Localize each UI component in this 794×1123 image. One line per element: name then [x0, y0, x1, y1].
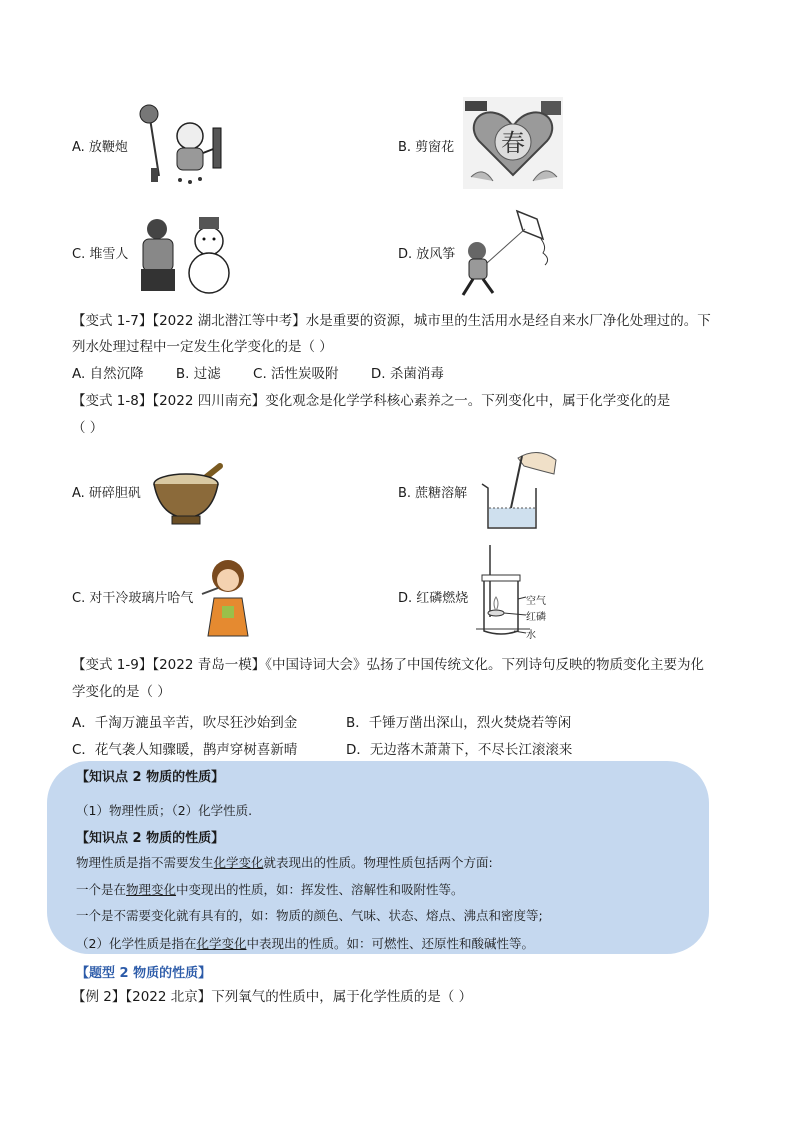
- q17-options: A. 自然沉降 B. 过滤 C. 活性炭吸附 D. 杀菌消毒: [72, 366, 444, 382]
- q17-stem-line1: 【变式 1-7】【2022 湖北潜江等中考】水是重要的资源，城市里的生活用水是经自来水厂净化处理过的。下: [72, 313, 711, 329]
- q18-stem-line2: （ ）: [72, 420, 104, 436]
- mortar-pestle-illustration: [150, 460, 226, 528]
- q18-option-c: C. 对干冷玻璃片哈气: [72, 591, 194, 606]
- label-red-phosphorus: 红磷: [526, 612, 546, 623]
- question-type-2-title: 【题型 2 物质的性质】: [76, 966, 212, 981]
- knowledge-point-title-1: 【知识点 2 物质的性质】: [76, 770, 225, 785]
- knowledge-point-paragraph-3: 一个是不需要变化就有具有的，如：物质的颜色、气味、状态、熔点、沸点和密度等;: [76, 908, 543, 923]
- paper-cutting-illustration: [463, 97, 563, 189]
- q19-option-b: B．千锤万凿出深山，烈火焚烧若等闲: [346, 715, 572, 731]
- snowman-illustration: [137, 207, 231, 299]
- q19-stem-line1: 【变式 1-9】【2022 青岛一模】《中国诗词大会》弘扬了中国传统文化。下列诗句反映的物质变化主要为化: [72, 657, 704, 673]
- example-2-stem: 【例 2】【2022 北京】下列氧气的性质中，属于化学性质的是（ ）: [72, 989, 473, 1005]
- knowledge-point-paragraph-4: （2）化学性质是指在化学变化中表现出的性质。如：可燃性、还原性和酸碱性等。: [76, 936, 534, 951]
- q18-option-d: D. 红磷燃烧: [398, 591, 469, 606]
- knowledge-point-line-1: （1）物理性质；（2）化学性质.: [76, 803, 253, 818]
- q17-stem-line2: 列水处理过程中一定发生化学变化的是（ ）: [72, 339, 333, 355]
- q19-option-a: A．千淘万漉虽辛苦，吹尽狂沙始到金: [72, 715, 298, 731]
- spring-character: 春: [501, 129, 525, 157]
- label-air: 空气: [526, 596, 546, 607]
- q19-stem-line2: 学变化的是（ ）: [72, 684, 171, 700]
- option-c-snowman: C. 堆雪人: [72, 247, 129, 262]
- firecracker-illustration: [135, 98, 227, 188]
- option-b-paper-cutting: B. 剪窗花: [398, 140, 455, 155]
- knowledge-point-paragraph-1: 物理性质是指不需要发生化学变化就表现出的性质。物理性质包括两个方面:: [76, 855, 493, 870]
- q19-option-d: D．无边落木萧萧下，不尽长江滚滚来: [346, 742, 573, 758]
- beaker-stirring-illustration: [478, 446, 558, 532]
- option-a-firecrackers: A. 放鞭炮: [72, 140, 128, 155]
- q18-stem-line1: 【变式 1-8】【2022 四川南充】变化观念是化学学科核心素养之一。下列变化中，属于化学变化的是: [72, 393, 671, 409]
- label-water: 水: [526, 630, 536, 641]
- kite-illustration: [455, 205, 557, 299]
- q18-option-a: A. 研碎胆矾: [72, 486, 141, 501]
- girl-breathing-illustration: [198, 552, 264, 638]
- q19-option-c: C．花气袭人知骤暖，鹊声穿树喜新晴: [72, 742, 298, 758]
- knowledge-point-title-2: 【知识点 2 物质的性质】: [76, 831, 225, 846]
- option-d-kite: D. 放风筝: [398, 247, 456, 262]
- knowledge-point-paragraph-2: 一个是在物理变化中变现出的性质，如：挥发性、溶解性和吸附性等。: [76, 882, 464, 897]
- q18-option-b: B. 蔗糖溶解: [398, 486, 468, 501]
